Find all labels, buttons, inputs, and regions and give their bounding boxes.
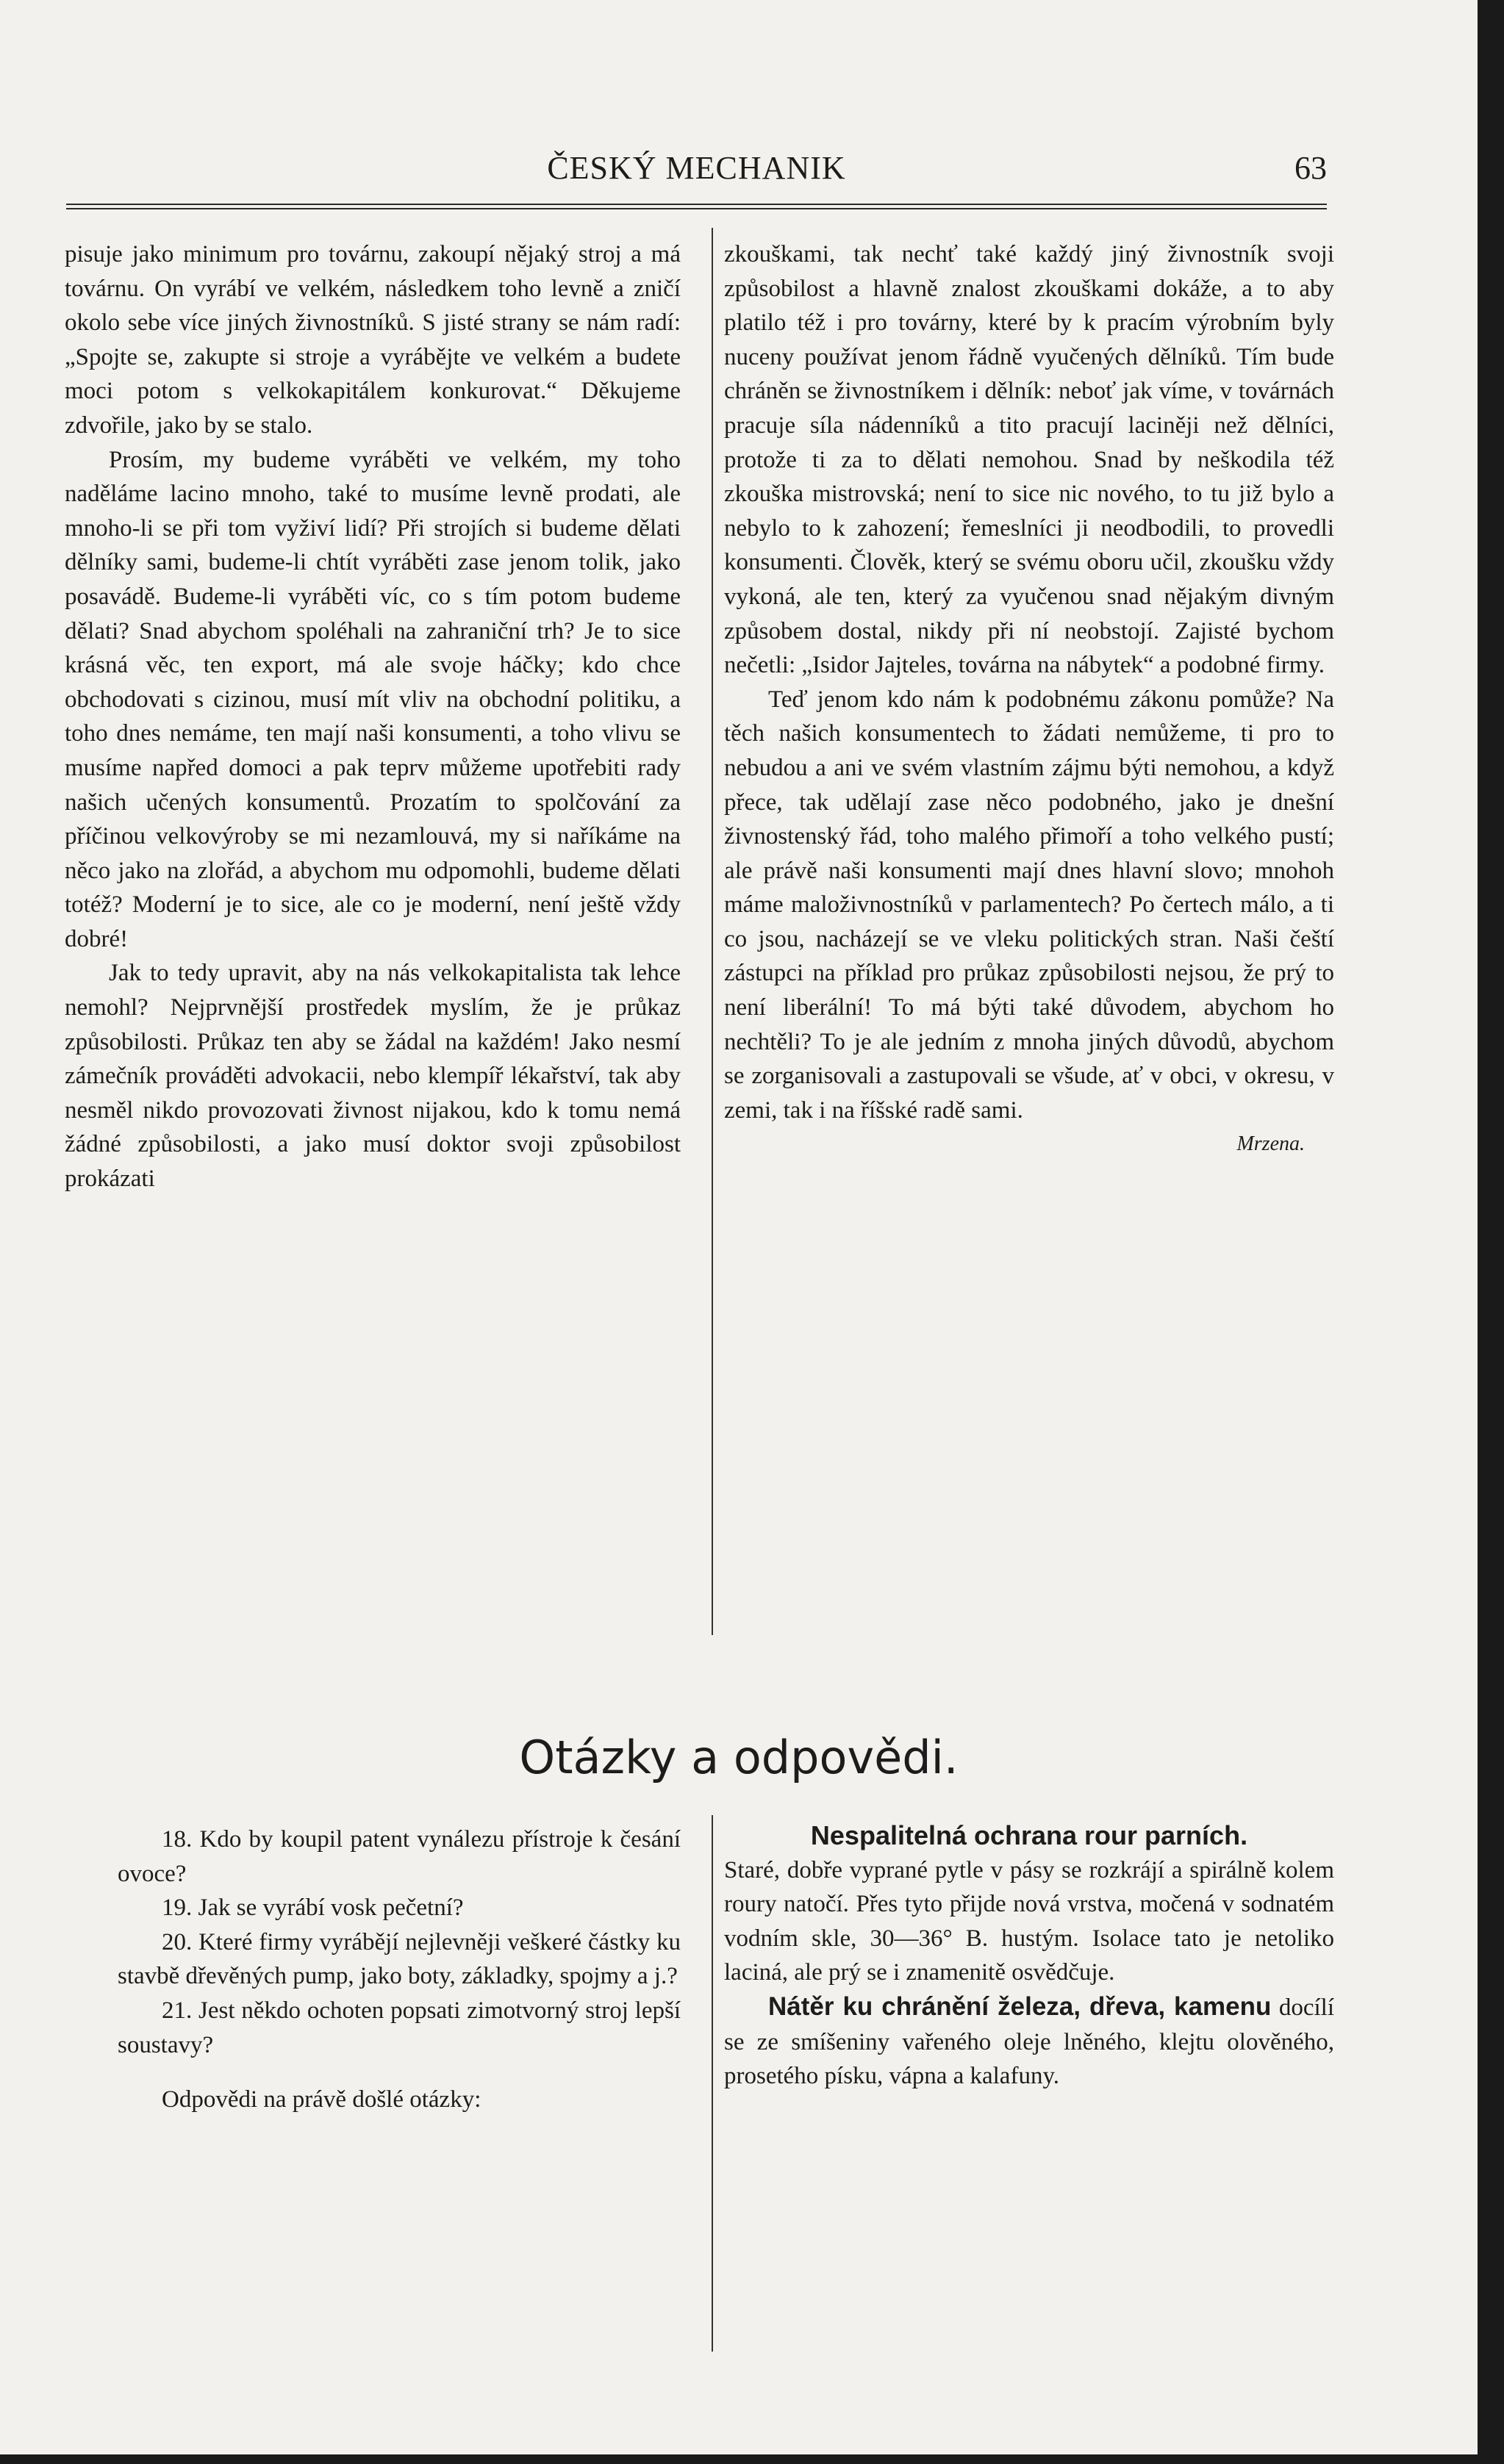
column-divider-lower [712, 1815, 713, 2352]
page-header [66, 143, 1327, 195]
column-divider [712, 228, 713, 1635]
left-column [65, 237, 681, 1196]
journal-title: ČESKÝ MECHANIK [547, 150, 846, 186]
section-title: Otázky a odpovědi. [519, 1731, 959, 1784]
answer-heading: Nátěr ku chránění železa, dřeva, kamenu [768, 1991, 1272, 2021]
header-rule-thin [66, 208, 1327, 209]
paragraph: zkouškami, tak nechť také každý jiný živnostník svoji způsobilost a hlavně znalost zkouškami dokáže, a to aby platilo též i pro továrny, které by k pracím výrobním byly nuceny používat jenom řádně vyučených dělníků. Tím bude chráněn se živnostníkem i dělník: neboť jak víme, v továrnách pracuje síla nádenníků a tito pracují laciněji než dělníci, protože ti za to dělati nemohou. Snad by neškodila též zkouška mistrovská; není to sice nic nového, to tu již bylo a nebylo to k zahození; řemeslníci ji neodbodili, to provedli konsumenti. Člověk, který se svému oboru učil, zkoušku vždy vykoná, ale ten, který za vyučenou snad nějakým divným způsobem dostal, nikdy při ní neobstojí. Zajisté bychom nečetli: „Isidor Jajteles, továrna na nábytek“ a podobné firmy. [724, 241, 1334, 679]
question: 18. Kdo by koupil patent vynálezu přístroje k česání ovoce? [118, 1826, 681, 1887]
right-column [724, 237, 1334, 1162]
answer-text: docílí se ze smíšeniny vařeného oleje lněného, klejtu olověného, prosetého písku, vápna a kalafuny. [724, 1994, 1334, 2090]
paragraph: pisuje jako minimum pro továrnu, zakoupí nějaký stroj a má továrnu. On vyrábí ve velkém, následkem toho levně a zničí okolo sebe více jiných živnostníků. S jisté strany se nám radí: „Spojte se, zakupte si stroje a vyrábějte ve velkém a budete moci potom s velkokapitálem konkurovat.“ Děkujeme zdvořile, jako by se stalo. [65, 241, 681, 439]
questions-column [118, 1822, 681, 2117]
header-rule [66, 204, 1327, 205]
answer-text: Staré, dobře vyprané pytle v pásy se rozkrájí a spirálně kolem roury natočí. Přes tyto přijde nová vrstva, močená v sodnatém vodním skle, 30—36° B. hustým. Isolace tato je netoliko laciná, ale prý se i znamenitě osvědčuje. [724, 1856, 1334, 1986]
answers-column [724, 1819, 1334, 2094]
question: 20. Které firmy vyrábějí nejlevněji veškeré částky ku stavbě dřevěných pump, jako boty, základky, spojmy a j.? [118, 1928, 681, 1990]
author-signature: Mrzena. [1236, 1132, 1305, 1156]
paragraph: Jak to tedy upravit, aby na nás velkokapitalista tak lehce nemohl? Nejprvnější prostředek myslím, že je průkaz způsobilosti. Průkaz ten aby se žádal na každém! Jako nesmí zámečník prováděti advokacii, nebo klempíř lékařství, tak aby nesměl nikdo provozovati živnost nijakou, kdo k tomu nemá žádné způsobilosti, a jako musí doktor svoji způsobilost prokázati [65, 960, 681, 1193]
page-number: 63 [1294, 150, 1327, 186]
paragraph: Prosím, my budeme vyráběti ve velkém, my toho naděláme lacino mnoho, také to musíme levně prodati, ale mnoho-li se při tom vyživí lidí? Při strojích si budeme dělati dělníky sami, budeme-li chtít vyráběti zase jenom tolik, jako posavádě. Budeme-li vyráběti víc, co s tím potom budeme dělati? Snad abychom spoléhali na zahraniční trh? Je to sice krásná věc, ten export, má ale svoje háčky; kdo chce obchodovati s cizinou, musí mít vliv na obchodní politiku, a toho dnes nemáme, ten mají naši konsumenti, a toho vlivu se musíme napřed domoci a pak teprv můžeme upotřebiti rady našich učených konsumentů. Prozatím to spolčování za příčinou velkovýroby se mi nezamlouvá, my si naříkáme na něco jako na zlořád, a abychom mu odpomohli, budeme dělati totéž? Moderní je to sice, ale co je moderní, není ještě vždy dobré! [65, 446, 681, 952]
paragraph: Teď jenom kdo nám k podobnému zákonu pomůže? Na těch našich konsumentech to žádati nemůžeme, ti pro to nebudou a ani ve svém vlastním zájmu býti nemohou, a když přece, tak udělají zase něco podobného, jako je dnešní živnostenský řád, toho malého přimoří a toho velkého pustí; ale právě naši konsumenti mají dnes hlavní slovo; mnohoh máme maloživnostníků v parlamentech? Po čertech málo, a ti co jsou, nacházejí se ve vleku politických stran. Naši čeští zástupci na příklad pro průkaz způsobilosti nejsou, že prý to není liberální! To má býti také důvodem, abychom ho nechtěli? To je ale jedním z mnoha jiných důvodů, abychom se zorganisovali a zastupovali se všude, ať v obci, v okresu, v zemi, tak i na říšské radě sami. [724, 686, 1334, 1124]
answers-label: Odpovědi na právě došlé otázky: [162, 2086, 481, 2113]
question: 19. Jak se vyrábí vosk pečetní? [162, 1894, 464, 1922]
answer-heading: Nespalitelná ochrana rour parních. [810, 1820, 1248, 1850]
question: 21. Jest někdo ochoten popsati zimotvorný stroj lepší soustavy? [118, 1997, 681, 2058]
